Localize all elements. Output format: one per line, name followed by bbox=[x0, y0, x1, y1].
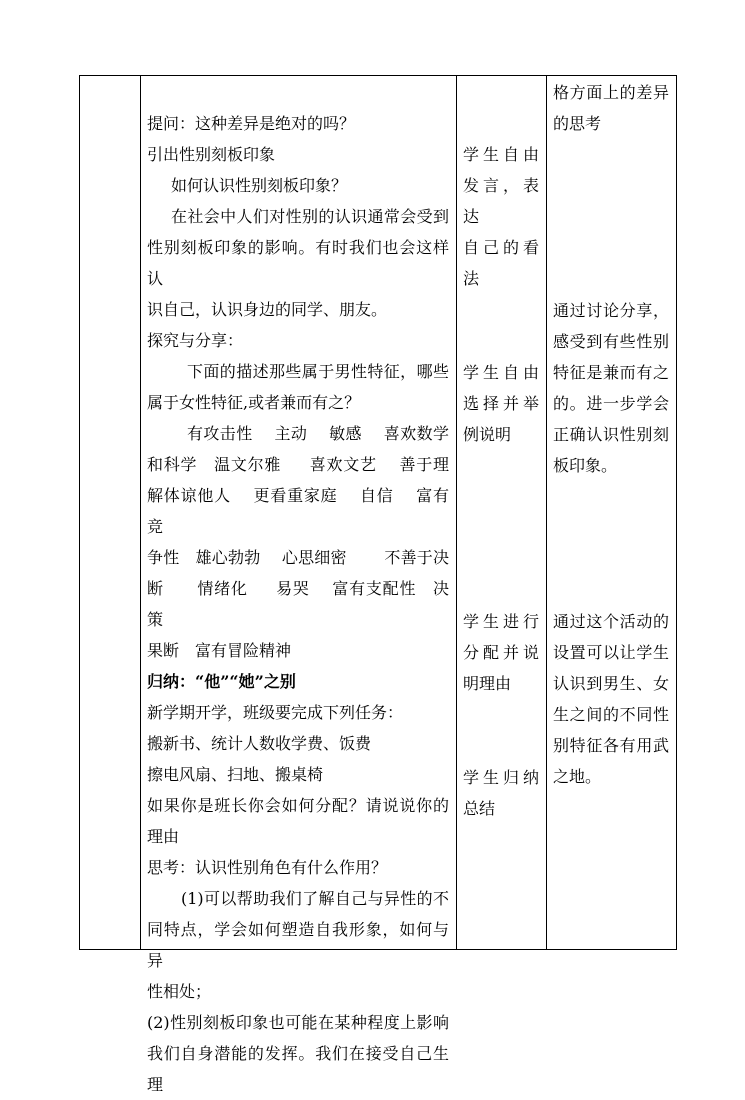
purpose-line: 的。进一步学会 bbox=[553, 394, 669, 413]
student-line: 发言，表达 bbox=[463, 176, 539, 226]
content-line: 和科学 温文尔雅 喜欢文艺 善于理 bbox=[147, 455, 449, 474]
section-heading: 归纳：“他”“她”之别 bbox=[147, 672, 296, 691]
purpose-block-2 bbox=[553, 295, 669, 481]
student-line: 分配并说 bbox=[463, 643, 539, 662]
content-line: 提问：这种差异是绝对的吗？ bbox=[147, 114, 356, 133]
student-line: 例说明 bbox=[463, 425, 512, 444]
content-line: 识自己，认识身边的同学、朋友。 bbox=[147, 300, 388, 319]
student-line: 选择并举 bbox=[463, 394, 539, 413]
purpose-line: 设置可以让学生 bbox=[553, 643, 669, 662]
table-top-border bbox=[79, 75, 677, 76]
content-line: 解体谅他人 更看重家庭 自信 富有竞 bbox=[147, 486, 449, 536]
purpose-line: 通过这个活动的 bbox=[553, 612, 669, 631]
content-column bbox=[147, 108, 449, 1100]
student-line: 学生自由 bbox=[463, 363, 539, 382]
content-line: 擦电风扇、扫地、搬桌椅 bbox=[147, 765, 324, 784]
purpose-line: 的思考 bbox=[553, 114, 602, 133]
student-activity-block-1 bbox=[463, 139, 539, 294]
content-line: 思考：认识性别角色有什么作用？ bbox=[147, 858, 388, 877]
purpose-block-3 bbox=[553, 606, 669, 792]
purpose-line: 之地。 bbox=[553, 767, 602, 786]
content-line: 新学期开学，班级要完成下列任务： bbox=[147, 703, 404, 722]
content-line: 争性 雄心勃勃 心思细密 不善于决 bbox=[147, 548, 449, 567]
column-divider-1 bbox=[140, 75, 141, 950]
student-line: 自己的看 bbox=[463, 238, 539, 257]
content-line: 下面的描述那些属于男性特征，哪些 bbox=[187, 362, 449, 381]
content-line: 同特点，学会如何塑造自我形象，如何与异 bbox=[147, 920, 449, 970]
purpose-line: 认识到男生、女 bbox=[553, 674, 669, 693]
student-line: 学生归纳 bbox=[463, 768, 539, 787]
table-left-border bbox=[79, 75, 80, 950]
content-line: 如果你是班长你会如何分配？请说说你的 bbox=[147, 796, 449, 815]
student-activity-block-2 bbox=[463, 357, 539, 450]
content-line: 果断 富有冒险精神 bbox=[147, 641, 292, 660]
column-divider-2 bbox=[456, 75, 457, 950]
student-line: 总结 bbox=[463, 799, 496, 818]
content-line: 引出性别刻板印象 bbox=[147, 145, 276, 164]
content-line: 如何认识性别刻板印象？ bbox=[171, 176, 348, 195]
column-divider-3 bbox=[546, 75, 547, 950]
student-line: 学生进行 bbox=[463, 612, 539, 631]
purpose-line: 别特征各有用武 bbox=[553, 736, 669, 755]
purpose-line: 感受到有些性别 bbox=[553, 332, 669, 351]
content-line: (1)可以帮助我们了解自己与异性的不 bbox=[181, 889, 449, 908]
content-line: 理由 bbox=[147, 827, 180, 846]
purpose-line: 格方面上的差异 bbox=[553, 83, 669, 102]
content-line: 我们自身潜能的发挥。我们在接受自己生理 bbox=[147, 1044, 449, 1094]
purpose-line: 特征是兼而有之 bbox=[553, 363, 669, 382]
student-activity-block-4 bbox=[463, 762, 539, 824]
student-line: 学生自由 bbox=[463, 145, 539, 164]
content-line: (2)性别刻板印象也可能在某种程度上影响 bbox=[147, 1013, 449, 1032]
content-line: 断 情绪化 易哭 富有支配性 决策 bbox=[147, 579, 449, 629]
purpose-line: 生之间的不同性 bbox=[553, 705, 669, 724]
content-line: 在社会中人们对性别的认识通常会受到 bbox=[171, 207, 449, 226]
content-line: 属于女性特征,或者兼而有之？ bbox=[147, 393, 361, 412]
purpose-line: 通过讨论分享， bbox=[553, 301, 669, 320]
student-activity-block-3 bbox=[463, 606, 539, 699]
student-line: 法 bbox=[463, 269, 480, 288]
purpose-line: 正确认识性别刻 bbox=[553, 425, 669, 444]
content-line: 性相处； bbox=[147, 982, 212, 1001]
content-line: 搬新书、统计人数收学费、饭费 bbox=[147, 734, 372, 753]
purpose-block-1 bbox=[553, 77, 669, 139]
content-line: 有攻击性 主动 敏感 喜欢数学 bbox=[187, 424, 449, 443]
purpose-line: 板印象。 bbox=[553, 456, 618, 475]
table-right-border bbox=[676, 75, 677, 950]
content-line: 性别刻板印象的影响。有时我们也会这样认 bbox=[147, 238, 449, 288]
content-line: 探究与分享： bbox=[147, 331, 244, 350]
student-line: 明理由 bbox=[463, 674, 512, 693]
